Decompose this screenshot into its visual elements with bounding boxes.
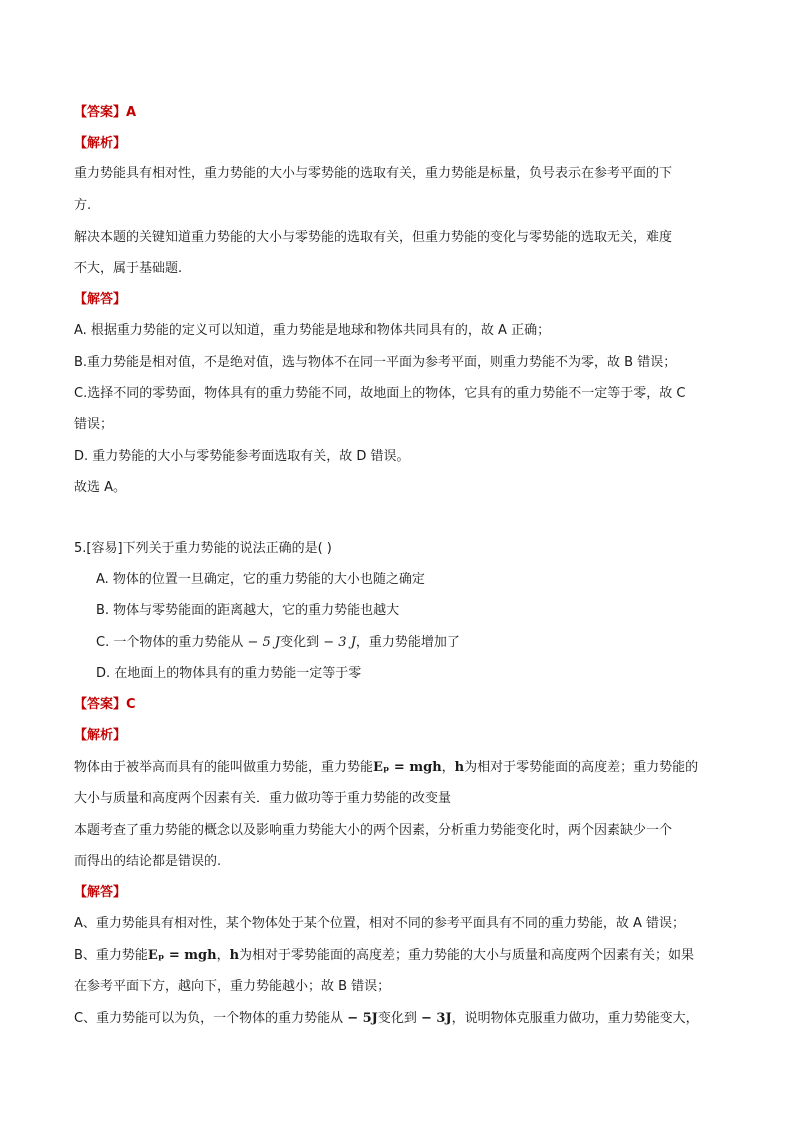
solution-b-prefix: B、重力势能 <box>74 948 148 963</box>
q5-solution-tag: 【解答】 <box>74 885 127 900</box>
q4-solution-tag: 【解答】 <box>74 292 127 307</box>
q5-analysis-line-2: 大小与质量和高度两个因素有关．重力做功等于重力势能的改变量 <box>74 791 452 806</box>
q4-analysis-line-4: 不大，属于基础题. <box>74 261 183 276</box>
variable-h: h <box>229 948 240 963</box>
question-number: 5. <box>74 541 87 556</box>
difficulty-badge: [容易] <box>86 541 123 556</box>
q5-solution-c <box>74 1010 699 1028</box>
answer-tag: 【答案】 <box>74 697 127 712</box>
q5-solution-a: A、重力势能具有相对性，某个物体处于某个位置，相对不同的参考平面具有不同的重力势能，故 A 错误； <box>74 916 686 931</box>
q5-option-d: D. 在地面上的物体具有的重力势能一定等于零 <box>96 666 362 681</box>
q5-analysis-tag: 【解析】 <box>74 728 127 743</box>
q4-solution-d: D. 重力势能的大小与零势能参考面选取有关，故 D 错误。 <box>74 449 410 464</box>
q4-answer-line <box>74 104 136 122</box>
answer-value: A <box>126 105 137 120</box>
variable-h: h <box>454 760 465 775</box>
solution-c-prefix: C、重力势能可以为负，一个物体的重力势能从 <box>74 1011 344 1026</box>
q4-solution-c-2: 错误； <box>74 417 114 432</box>
analysis-text: 物体由于被举高而具有的能叫做重力势能，重力势能 <box>74 760 374 775</box>
q4-conclusion: 故选 A。 <box>74 480 127 495</box>
q4-solution-c-1: C.选择不同的零势面，物体具有的重力势能不同，故地面上的物体，它具有的重力势能不一定等于零，故 C <box>74 386 686 401</box>
solution-c-suffix: ，说明物体克服重力做功，重力势能变大， <box>451 1011 699 1026</box>
solution-c-value-1: − 5J <box>347 1011 378 1026</box>
q5-solution-b-2: 在参考平面下方，越向下，重力势能越小；故 B 错误； <box>74 979 391 994</box>
question-stem: 下列关于重力势能的说法正确的是( ) <box>122 541 332 556</box>
q5-option-c <box>96 634 460 652</box>
q5-solution-b <box>74 947 694 965</box>
q4-analysis-line-1: 重力势能具有相对性，重力势能的大小与零势能的选取有关，重力势能是标量，负号表示在参考平面的下 <box>74 166 673 181</box>
formula-ep: Eₚ = mgh <box>373 760 442 775</box>
option-c-mid: 变化到 <box>280 635 320 650</box>
analysis-text-2: 为相对于零势能面的高度差；重力势能的 <box>464 760 699 775</box>
option-c-suffix: ，重力势能增加了 <box>355 635 460 650</box>
option-c-value-2: − 3 J <box>323 635 356 650</box>
q4-analysis-tag: 【解析】 <box>74 136 127 151</box>
answer-tag: 【答案】 <box>74 105 127 120</box>
solution-b-suffix: 为相对于零势能面的高度差；重力势能的大小与质量和高度两个因素有关；如果 <box>239 948 695 963</box>
option-c-prefix: C. 一个物体的重力势能从 <box>96 635 244 650</box>
option-c-value-1: − 5 J <box>247 635 281 650</box>
q5-analysis-line-1 <box>74 759 698 777</box>
q4-analysis-line-3: 解决本题的关键知道重力势能的大小与零势能的选取有关，但重力势能的变化与零势能的选取无关，难度 <box>74 230 673 245</box>
answer-value: C <box>126 697 136 712</box>
q4-analysis-line-2: 方. <box>74 198 92 213</box>
solution-c-mid: 变化到 <box>377 1011 417 1026</box>
formula-ep: Eₚ = mgh <box>147 948 217 963</box>
q5-option-a: A. 物体的位置一旦确定，它的重力势能的大小也随之确定 <box>96 572 425 587</box>
q4-solution-a: A. 根据重力势能的定义可以知道，重力势能是地球和物体共同具有的，故 A 正确； <box>74 323 551 338</box>
q4-solution-b: B.重力势能是相对值，不是绝对值，选与物体不在同一平面为参考平面，则重力势能不为零，故 B 错误； <box>74 355 677 370</box>
q5-analysis-line-3: 本题考查了重力势能的概念以及影响重力势能大小的两个因素，分析重力势能变化时，两个因素缺少一个 <box>74 823 673 838</box>
solution-b-comma: ， <box>216 948 230 963</box>
q5-answer-line <box>74 696 136 714</box>
q5-option-b: B. 物体与零势能面的距离越大，它的重力势能也越大 <box>96 603 400 618</box>
solution-c-value-2: − 3J <box>421 1011 452 1026</box>
q5-analysis-line-4: 而得出的结论都是错误的. <box>74 854 222 869</box>
analysis-comma: ， <box>441 760 455 775</box>
q5-stem-line <box>74 540 332 558</box>
